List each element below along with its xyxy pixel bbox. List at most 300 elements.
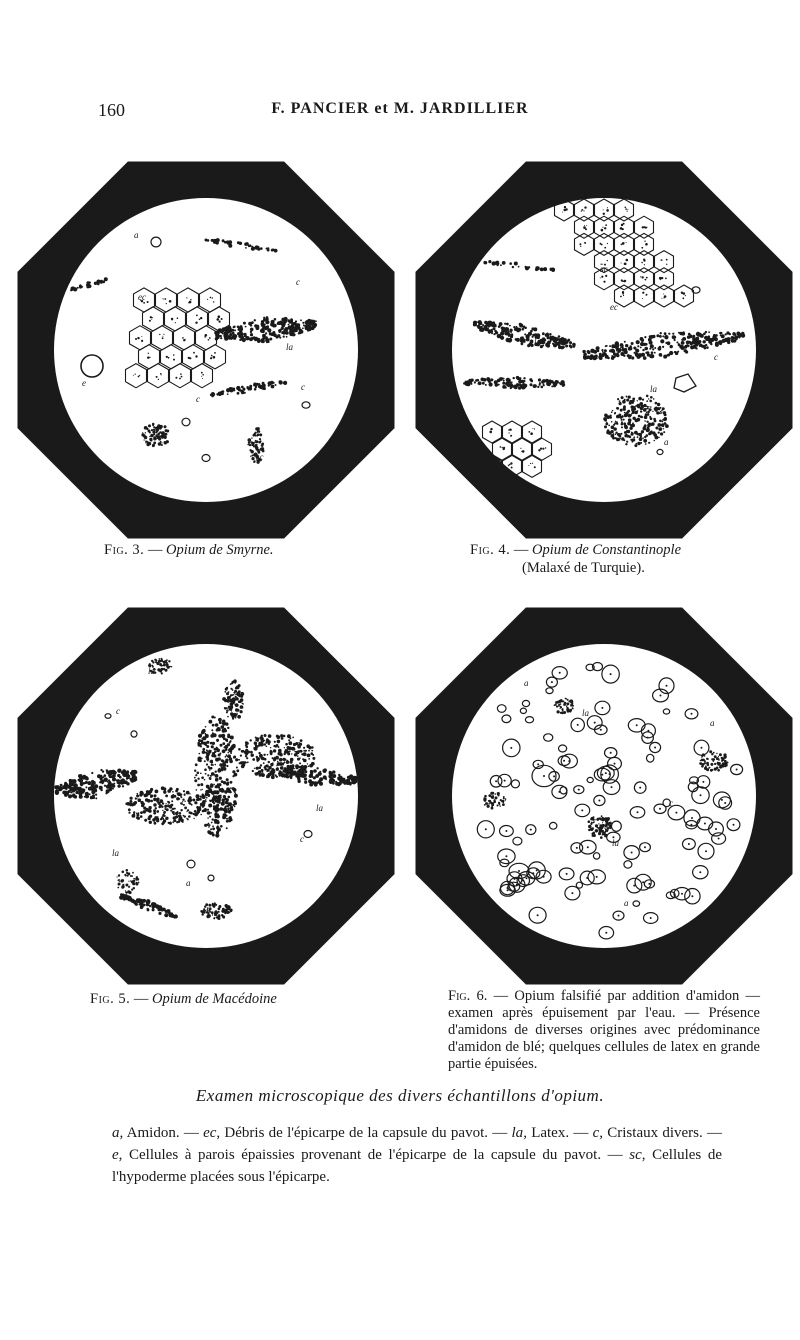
latex-speck (236, 769, 239, 772)
latex-speck (152, 908, 155, 911)
latex-speck (270, 747, 271, 748)
latex-speck (118, 775, 120, 777)
latex-speck (73, 787, 77, 791)
latex-speck (540, 268, 544, 272)
latex-speck (176, 797, 179, 800)
latex-speck (255, 440, 258, 443)
latex-speck (623, 223, 625, 225)
latex-speck (136, 817, 138, 819)
latex-speck (112, 774, 115, 777)
latex-speck (136, 813, 138, 815)
latex-speck (544, 339, 546, 341)
latex-speck (562, 710, 564, 712)
latex-speck (505, 327, 509, 331)
latex-speck (467, 381, 469, 383)
latex-speck (294, 745, 295, 746)
latex-speck (626, 399, 629, 402)
latex-speck (263, 317, 265, 319)
latex-speck (641, 430, 644, 433)
latex-speck (301, 773, 305, 777)
starch-hilum (505, 855, 507, 857)
starch-hilum (596, 876, 598, 878)
latex-speck (210, 784, 214, 788)
latex-speck (270, 771, 273, 774)
latex-speck (226, 692, 229, 695)
latex-speck (499, 804, 501, 806)
latex-speck (213, 356, 216, 359)
latex-speck (663, 297, 664, 298)
latex-speck (226, 827, 228, 829)
latex-speck (148, 353, 149, 354)
latex-speck (274, 249, 278, 253)
latex-speck (611, 426, 615, 430)
latex-speck (214, 352, 216, 354)
latex-speck (616, 350, 618, 352)
latex-speck (232, 744, 236, 748)
latex-speck (595, 355, 598, 358)
figure-5-micrograph (16, 606, 396, 986)
latex-speck (276, 336, 279, 339)
latex-speck (263, 754, 265, 756)
latex-speck (226, 740, 228, 742)
latex-speck (631, 413, 633, 415)
latex-speck (258, 434, 260, 436)
latex-speck (152, 902, 156, 906)
latex-speck (135, 878, 138, 881)
latex-speck (588, 825, 591, 828)
latex-speck (722, 339, 726, 343)
latex-speck (218, 718, 222, 722)
latex-speck (233, 692, 235, 694)
latex-speck (265, 320, 269, 324)
latex-speck (588, 820, 591, 823)
latex-speck (223, 912, 224, 913)
figure-6-micrograph (414, 606, 794, 986)
latex-speck (172, 791, 174, 793)
latex-speck (162, 336, 163, 337)
latex-speck (220, 764, 223, 767)
latex-speck (178, 815, 181, 818)
latex-speck (207, 909, 209, 911)
plate-label: a (524, 678, 529, 688)
latex-speck (249, 444, 251, 446)
latex-speck (176, 788, 179, 791)
latex-speck (306, 744, 310, 748)
latex-speck (209, 769, 211, 771)
latex-speck (176, 821, 178, 823)
latex-speck (235, 696, 237, 698)
latex-speck (238, 759, 240, 761)
latex-speck (216, 804, 219, 807)
latex-speck (511, 467, 513, 469)
latex-speck (218, 918, 220, 920)
latex-speck (643, 439, 647, 443)
latex-speck (249, 385, 252, 388)
latex-speck (607, 827, 610, 830)
latex-speck (625, 344, 628, 347)
latex-speck (602, 227, 603, 228)
latex-speck (117, 784, 120, 787)
latex-speck (228, 244, 232, 248)
latex-speck (606, 209, 609, 212)
latex-speck (649, 431, 652, 434)
plate-label: la (612, 838, 620, 848)
latex-speck (478, 321, 482, 325)
latex-speck (200, 814, 202, 816)
latex-speck (603, 281, 605, 283)
latex-speck (613, 424, 615, 426)
latex-speck (132, 814, 135, 817)
latex-speck (560, 346, 564, 350)
figure-4-caption: Fig. 4. — Opium de Constantinople (Malaxé de Turquie). (470, 542, 682, 576)
latex-speck (695, 337, 699, 341)
latex-speck (530, 383, 533, 386)
latex-speck (713, 334, 716, 337)
latex-speck (597, 350, 600, 353)
latex-speck (113, 785, 116, 788)
latex-speck (189, 799, 192, 802)
latex-speck (590, 349, 594, 353)
latex-speck (628, 414, 632, 418)
latex-speck (239, 389, 242, 392)
latex-speck (530, 380, 533, 383)
latex-speck (137, 900, 140, 903)
latex-speck (703, 345, 706, 348)
latex-speck (215, 913, 218, 916)
latex-speck (154, 816, 157, 819)
latex-speck (157, 436, 159, 438)
latex-speck (721, 334, 725, 338)
starch-hilum (568, 760, 570, 762)
latex-speck (309, 764, 313, 768)
latex-speck (611, 434, 615, 438)
starch-hilum (648, 883, 650, 885)
latex-speck (227, 727, 229, 729)
latex-speck (256, 767, 259, 770)
latex-speck (592, 822, 594, 824)
latex-speck (217, 336, 220, 339)
latex-speck (598, 823, 599, 824)
latex-speck (477, 379, 480, 382)
latex-speck (693, 345, 697, 349)
latex-speck (227, 243, 229, 245)
latex-speck (144, 439, 145, 440)
latex-speck (631, 424, 635, 428)
latex-speck (183, 804, 185, 806)
latex-speck (699, 762, 702, 765)
latex-speck (174, 816, 177, 819)
latex-speck (625, 443, 627, 445)
plate-label: c (301, 382, 305, 392)
latex-speck (725, 333, 727, 335)
latex-speck (593, 834, 596, 837)
latex-speck (716, 753, 717, 754)
latex-speck (722, 758, 725, 761)
latex-speck (245, 326, 247, 328)
latex-speck (226, 820, 229, 823)
latex-speck (493, 464, 495, 466)
latex-speck (707, 765, 708, 766)
latex-speck (710, 763, 713, 766)
latex-speck (604, 827, 605, 828)
latex-speck (210, 760, 213, 763)
latex-speck (287, 771, 290, 774)
latex-speck (300, 739, 303, 742)
latex-speck (192, 799, 195, 802)
latex-speck (205, 799, 206, 800)
figure-5-title: Opium de Macédoine (152, 991, 277, 1007)
latex-speck (520, 448, 521, 449)
latex-speck (492, 797, 494, 799)
latex-speck (155, 790, 159, 794)
latex-speck (163, 433, 165, 435)
latex-speck (233, 326, 235, 328)
latex-speck (210, 357, 212, 359)
latex-speck (538, 378, 541, 381)
latex-speck (148, 792, 151, 795)
starch-hilum (636, 724, 638, 726)
latex-speck (84, 782, 86, 784)
latex-speck (246, 757, 248, 759)
micrograph-field (16, 606, 396, 986)
latex-speck (634, 352, 636, 354)
latex-speck (549, 381, 552, 384)
latex-speck (210, 735, 211, 736)
latex-speck (142, 432, 143, 433)
latex-speck (208, 904, 211, 907)
latex-speck (331, 777, 334, 780)
latex-speck (692, 337, 694, 339)
latex-speck (118, 883, 121, 886)
latex-speck (556, 705, 558, 707)
latex-speck (202, 777, 204, 779)
latex-speck (151, 429, 153, 431)
latex-speck (542, 332, 545, 335)
plate-label: c (669, 798, 673, 808)
latex-speck (616, 407, 619, 410)
latex-speck (483, 799, 485, 801)
latex-speck (182, 337, 184, 339)
latex-speck (530, 463, 531, 464)
latex-speck (646, 277, 648, 279)
latex-speck (684, 346, 687, 349)
latex-speck (683, 331, 685, 333)
latex-speck (527, 334, 529, 336)
latex-speck (226, 907, 229, 910)
latex-speck (700, 760, 702, 762)
latex-speck (135, 374, 136, 375)
latex-speck (156, 810, 159, 813)
latex-speck (620, 409, 623, 412)
latex-speck (161, 822, 164, 825)
latex-speck (208, 766, 210, 768)
latex-speck (113, 783, 115, 785)
latex-speck (210, 297, 212, 299)
latex-speck (502, 329, 504, 331)
latex-speck (280, 766, 284, 770)
latex-speck (298, 332, 300, 334)
latex-speck (224, 691, 226, 693)
latex-speck (530, 330, 533, 333)
latex-speck (261, 443, 264, 446)
legend-entry: la, Latex. (511, 1125, 570, 1141)
latex-speck (251, 443, 254, 446)
latex-speck (100, 779, 104, 783)
starch-hilum (675, 812, 677, 814)
latex-speck (197, 784, 200, 787)
latex-speck (230, 781, 233, 784)
latex-speck (635, 405, 637, 407)
latex-speck (627, 209, 628, 210)
latex-speck (243, 763, 245, 765)
latex-speck (522, 450, 525, 453)
plate-label: a (186, 878, 191, 888)
latex-speck (490, 792, 493, 795)
latex-speck (209, 911, 211, 913)
latex-speck (561, 381, 563, 383)
latex-speck (524, 384, 528, 388)
latex-speck (144, 819, 147, 822)
latex-speck (605, 355, 609, 359)
latex-speck (165, 429, 168, 432)
latex-speck (262, 340, 265, 343)
latex-speck (295, 323, 298, 326)
latex-speck (621, 263, 622, 264)
latex-speck (168, 660, 170, 662)
latex-speck (521, 342, 524, 345)
latex-speck (240, 705, 244, 709)
latex-speck (583, 353, 587, 357)
latex-speck (222, 333, 224, 335)
latex-speck (628, 418, 632, 422)
latex-speck (174, 915, 178, 919)
plate-label: c (714, 352, 718, 362)
latex-speck (505, 800, 506, 801)
plate-label: sc (600, 264, 608, 274)
latex-speck (649, 416, 651, 418)
latex-speck (140, 815, 143, 818)
latex-speck (183, 790, 185, 792)
latex-speck (624, 263, 627, 266)
latex-speck (163, 298, 164, 299)
latex-speck (667, 341, 671, 345)
latex-speck (150, 800, 153, 803)
latex-speck (222, 801, 225, 804)
latex-speck (590, 828, 593, 831)
latex-speck (581, 211, 582, 212)
latex-speck (716, 767, 719, 770)
latex-speck (232, 804, 234, 806)
latex-speck (243, 703, 244, 704)
latex-speck (234, 714, 237, 717)
latex-speck (214, 821, 217, 824)
latex-speck (234, 329, 236, 331)
latex-speck (128, 812, 130, 814)
latex-speck (530, 340, 534, 344)
latex-speck (497, 379, 501, 383)
latex-speck (270, 750, 273, 753)
latex-speck (624, 412, 626, 414)
latex-speck (479, 328, 483, 332)
latex-speck (113, 771, 117, 775)
latex-speck (608, 824, 610, 826)
latex-speck (277, 740, 281, 744)
latex-speck (681, 339, 683, 341)
latex-speck (236, 767, 238, 769)
latex-speck (262, 771, 263, 772)
latex-speck (275, 384, 277, 386)
latex-speck (726, 338, 728, 340)
latex-speck (619, 433, 621, 435)
latex-speck (256, 757, 260, 761)
latex-speck (172, 821, 174, 823)
latex-speck (348, 782, 351, 785)
latex-speck (225, 334, 229, 338)
latex-speck (102, 776, 104, 778)
latex-speck (542, 345, 544, 347)
latex-speck (525, 266, 529, 270)
latex-speck (251, 337, 254, 340)
latex-speck (286, 336, 288, 338)
latex-speck (222, 808, 225, 811)
latex-speck (253, 434, 256, 437)
starch-hilum (691, 713, 693, 715)
latex-speck (226, 798, 229, 801)
latex-speck (290, 758, 294, 762)
latex-speck (235, 708, 239, 712)
latex-speck (309, 774, 312, 777)
latex-speck (281, 327, 284, 330)
latex-speck (634, 347, 636, 349)
micrograph-field (16, 160, 396, 540)
latex-speck (159, 799, 163, 803)
latex-speck (221, 759, 224, 762)
latex-speck (629, 347, 633, 351)
latex-speck (165, 817, 168, 820)
starch-hilum (700, 794, 702, 796)
latex-speck (275, 774, 277, 776)
latex-speck (485, 802, 488, 805)
latex-speck (222, 327, 226, 331)
latex-speck (130, 875, 132, 877)
latex-speck (206, 797, 208, 799)
latex-speck (230, 808, 234, 812)
starch-hilum (605, 932, 607, 934)
latex-speck (674, 339, 676, 341)
latex-speck (268, 734, 272, 738)
latex-speck (250, 450, 251, 451)
plate-label: la (286, 342, 294, 352)
latex-speck (257, 427, 260, 430)
latex-speck (349, 774, 353, 778)
latex-speck (135, 798, 137, 800)
latex-speck (646, 406, 648, 408)
latex-speck (664, 418, 667, 421)
latex-speck (219, 788, 222, 791)
starch-hilum (614, 763, 616, 765)
latex-speck (259, 433, 262, 436)
latex-speck (166, 662, 168, 664)
latex-speck (158, 660, 161, 663)
latex-speck (640, 407, 644, 411)
latex-speck (484, 795, 487, 798)
latex-speck (622, 416, 624, 418)
latex-speck (547, 341, 551, 345)
latex-speck (523, 377, 525, 379)
latex-speck (551, 336, 553, 338)
latex-speck (212, 825, 214, 827)
latex-speck (194, 801, 197, 804)
